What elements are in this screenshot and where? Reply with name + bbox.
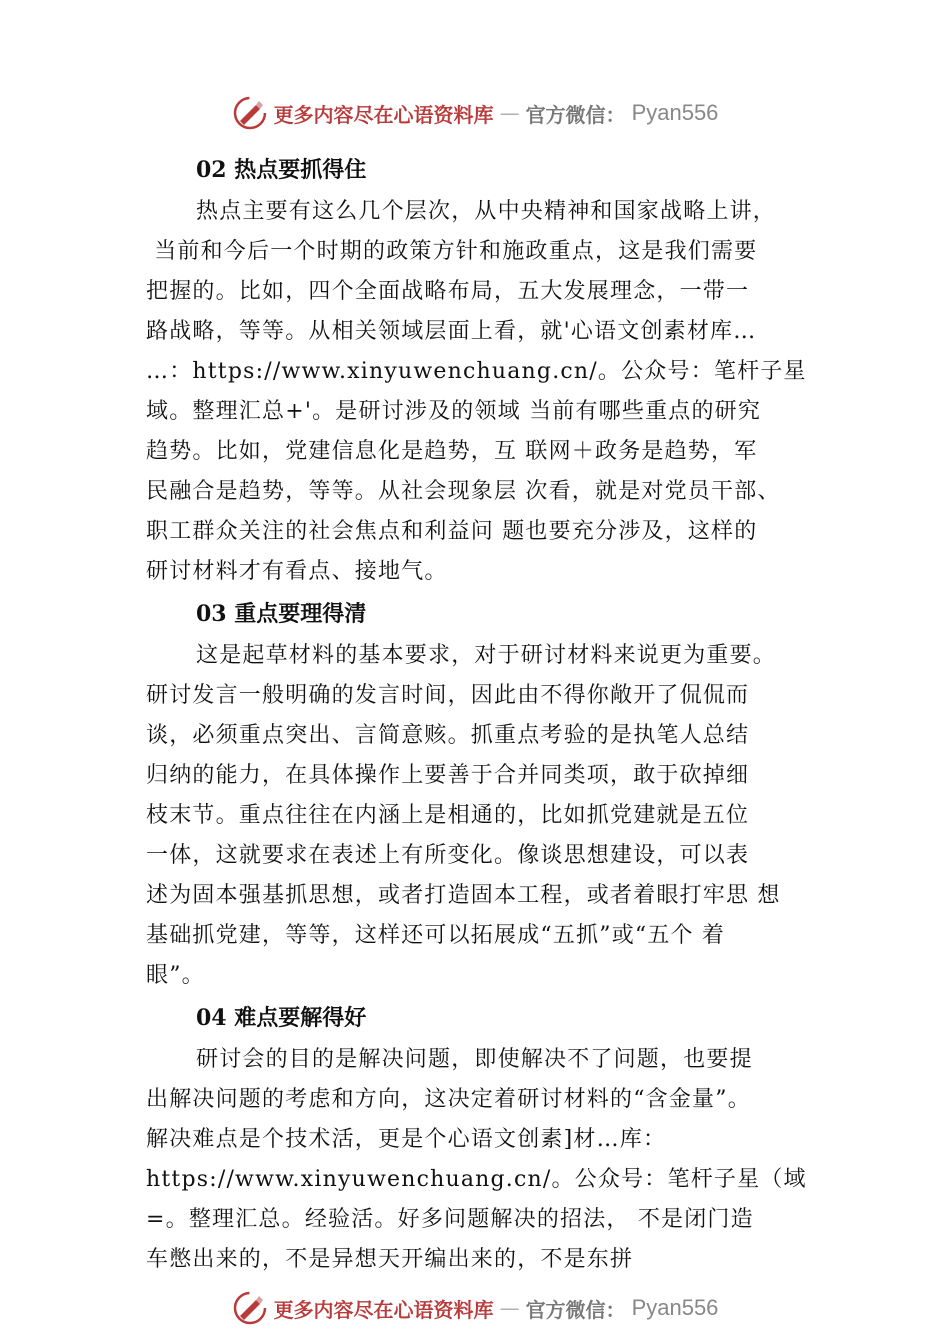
- paragraph-line: 谈，必须重点突出、言简意赅。抓重点考验的是执笔人总结: [146, 723, 750, 748]
- paragraph-line: 眼”。: [146, 963, 205, 988]
- section-heading: 03 重点要理得清: [196, 601, 367, 627]
- paragraph-line: 研讨发言一般明确的发言时间，因此由不得你敞开了侃侃而: [146, 683, 750, 708]
- banner-wechat-id: Pyan556: [631, 1295, 719, 1320]
- paragraph-line: 域。整理汇总+'。是研讨涉及的领域 当前有哪些重点的研究: [146, 399, 762, 424]
- paragraph-line: 解决难点是个技术活，更是个心语文创素]材…库：: [146, 1127, 667, 1152]
- body-content: [146, 148, 836, 1280]
- pen-circle-logo-icon: [232, 95, 268, 131]
- paragraph-line: https://www.xinyuwenchuang.cn/。公众号：笔杆子星（域: [146, 1167, 807, 1192]
- paragraph-line: 职工群众关注的社会焦点和利益问 题也要充分涉及，这样的: [146, 519, 758, 544]
- banner-official-label: 官方微信：: [525, 102, 626, 127]
- paragraph-line: 研讨会的目的是解决问题，即使解决不了问题，也要提: [196, 1047, 753, 1072]
- banner-wechat-id: Pyan556: [631, 100, 719, 125]
- paragraph-line: 热点主要有这么几个层次，从中央精神和国家战略上讲，: [196, 199, 777, 224]
- paragraph-line: 这是起草材料的基本要求，对于研讨材料来说更为重要。: [196, 643, 777, 668]
- paragraph-line: 出解决问题的考虑和方向，这决定着研讨材料的“含金量”。: [146, 1087, 751, 1112]
- section-heading: 02 热点要抓得住: [196, 157, 367, 183]
- header-banner: [0, 93, 950, 133]
- paragraph-line: 枝末节。重点往往在内涵上是相通的，比如抓党建就是五位: [146, 803, 750, 828]
- section-heading: 04 难点要解得好: [196, 1005, 367, 1031]
- banner-dash: —: [499, 101, 520, 125]
- paragraph-line: 民融合是趋势，等等。从社会现象层 次看，就是对党员干部、: [146, 479, 781, 504]
- paragraph-line: 述为固本强基抓思想，或者打造固本工程，或者着眼打牢思 想: [146, 883, 781, 908]
- paragraph-line: 把握的。比如，四个全面战略布局，五大发展理念，一带一: [146, 279, 750, 304]
- pen-circle-logo-icon: [232, 1290, 268, 1326]
- banner-official-label: 官方微信：: [525, 1297, 626, 1322]
- banner-main-text: 更多内容尽在心语资料库: [273, 1297, 494, 1322]
- banner-main-text: 更多内容尽在心语资料库: [273, 102, 494, 127]
- paragraph-line: 当前和今后一个时期的政策方针和施政重点，这是我们需要: [146, 239, 758, 264]
- paragraph-line: 归纳的能力，在具体操作上要善于合并同类项，敢于砍掉细: [146, 763, 750, 788]
- paragraph-line: 路战略，等等。从相关领域层面上看，就'心语文创素材库…: [146, 319, 757, 344]
- footer-banner: [0, 1288, 950, 1328]
- paragraph-line: 一体，这就要求在表述上有所变化。像谈思想建设，可以表: [146, 843, 750, 868]
- paragraph-line: 研讨材料才有看点、接地气。: [146, 559, 448, 584]
- paragraph-line: =。整理汇总。经验活。好多问题解决的招法， 不是闭门造: [146, 1207, 754, 1232]
- paragraph-line: 基础抓党建，等等，这样还可以拓展成“五抓”或“五个 着: [146, 923, 726, 948]
- paragraph-line: 趋势。比如，党建信息化是趋势，互 联网＋政务是趋势，军: [146, 439, 758, 464]
- paragraph-line: 车憋出来的，不是异想天开编出来的，不是东拼: [146, 1247, 634, 1272]
- banner-dash: —: [499, 1296, 520, 1320]
- paragraph-line: …：https://www.xinyuwenchuang.cn/。公众号：笔杆子星: [146, 359, 807, 384]
